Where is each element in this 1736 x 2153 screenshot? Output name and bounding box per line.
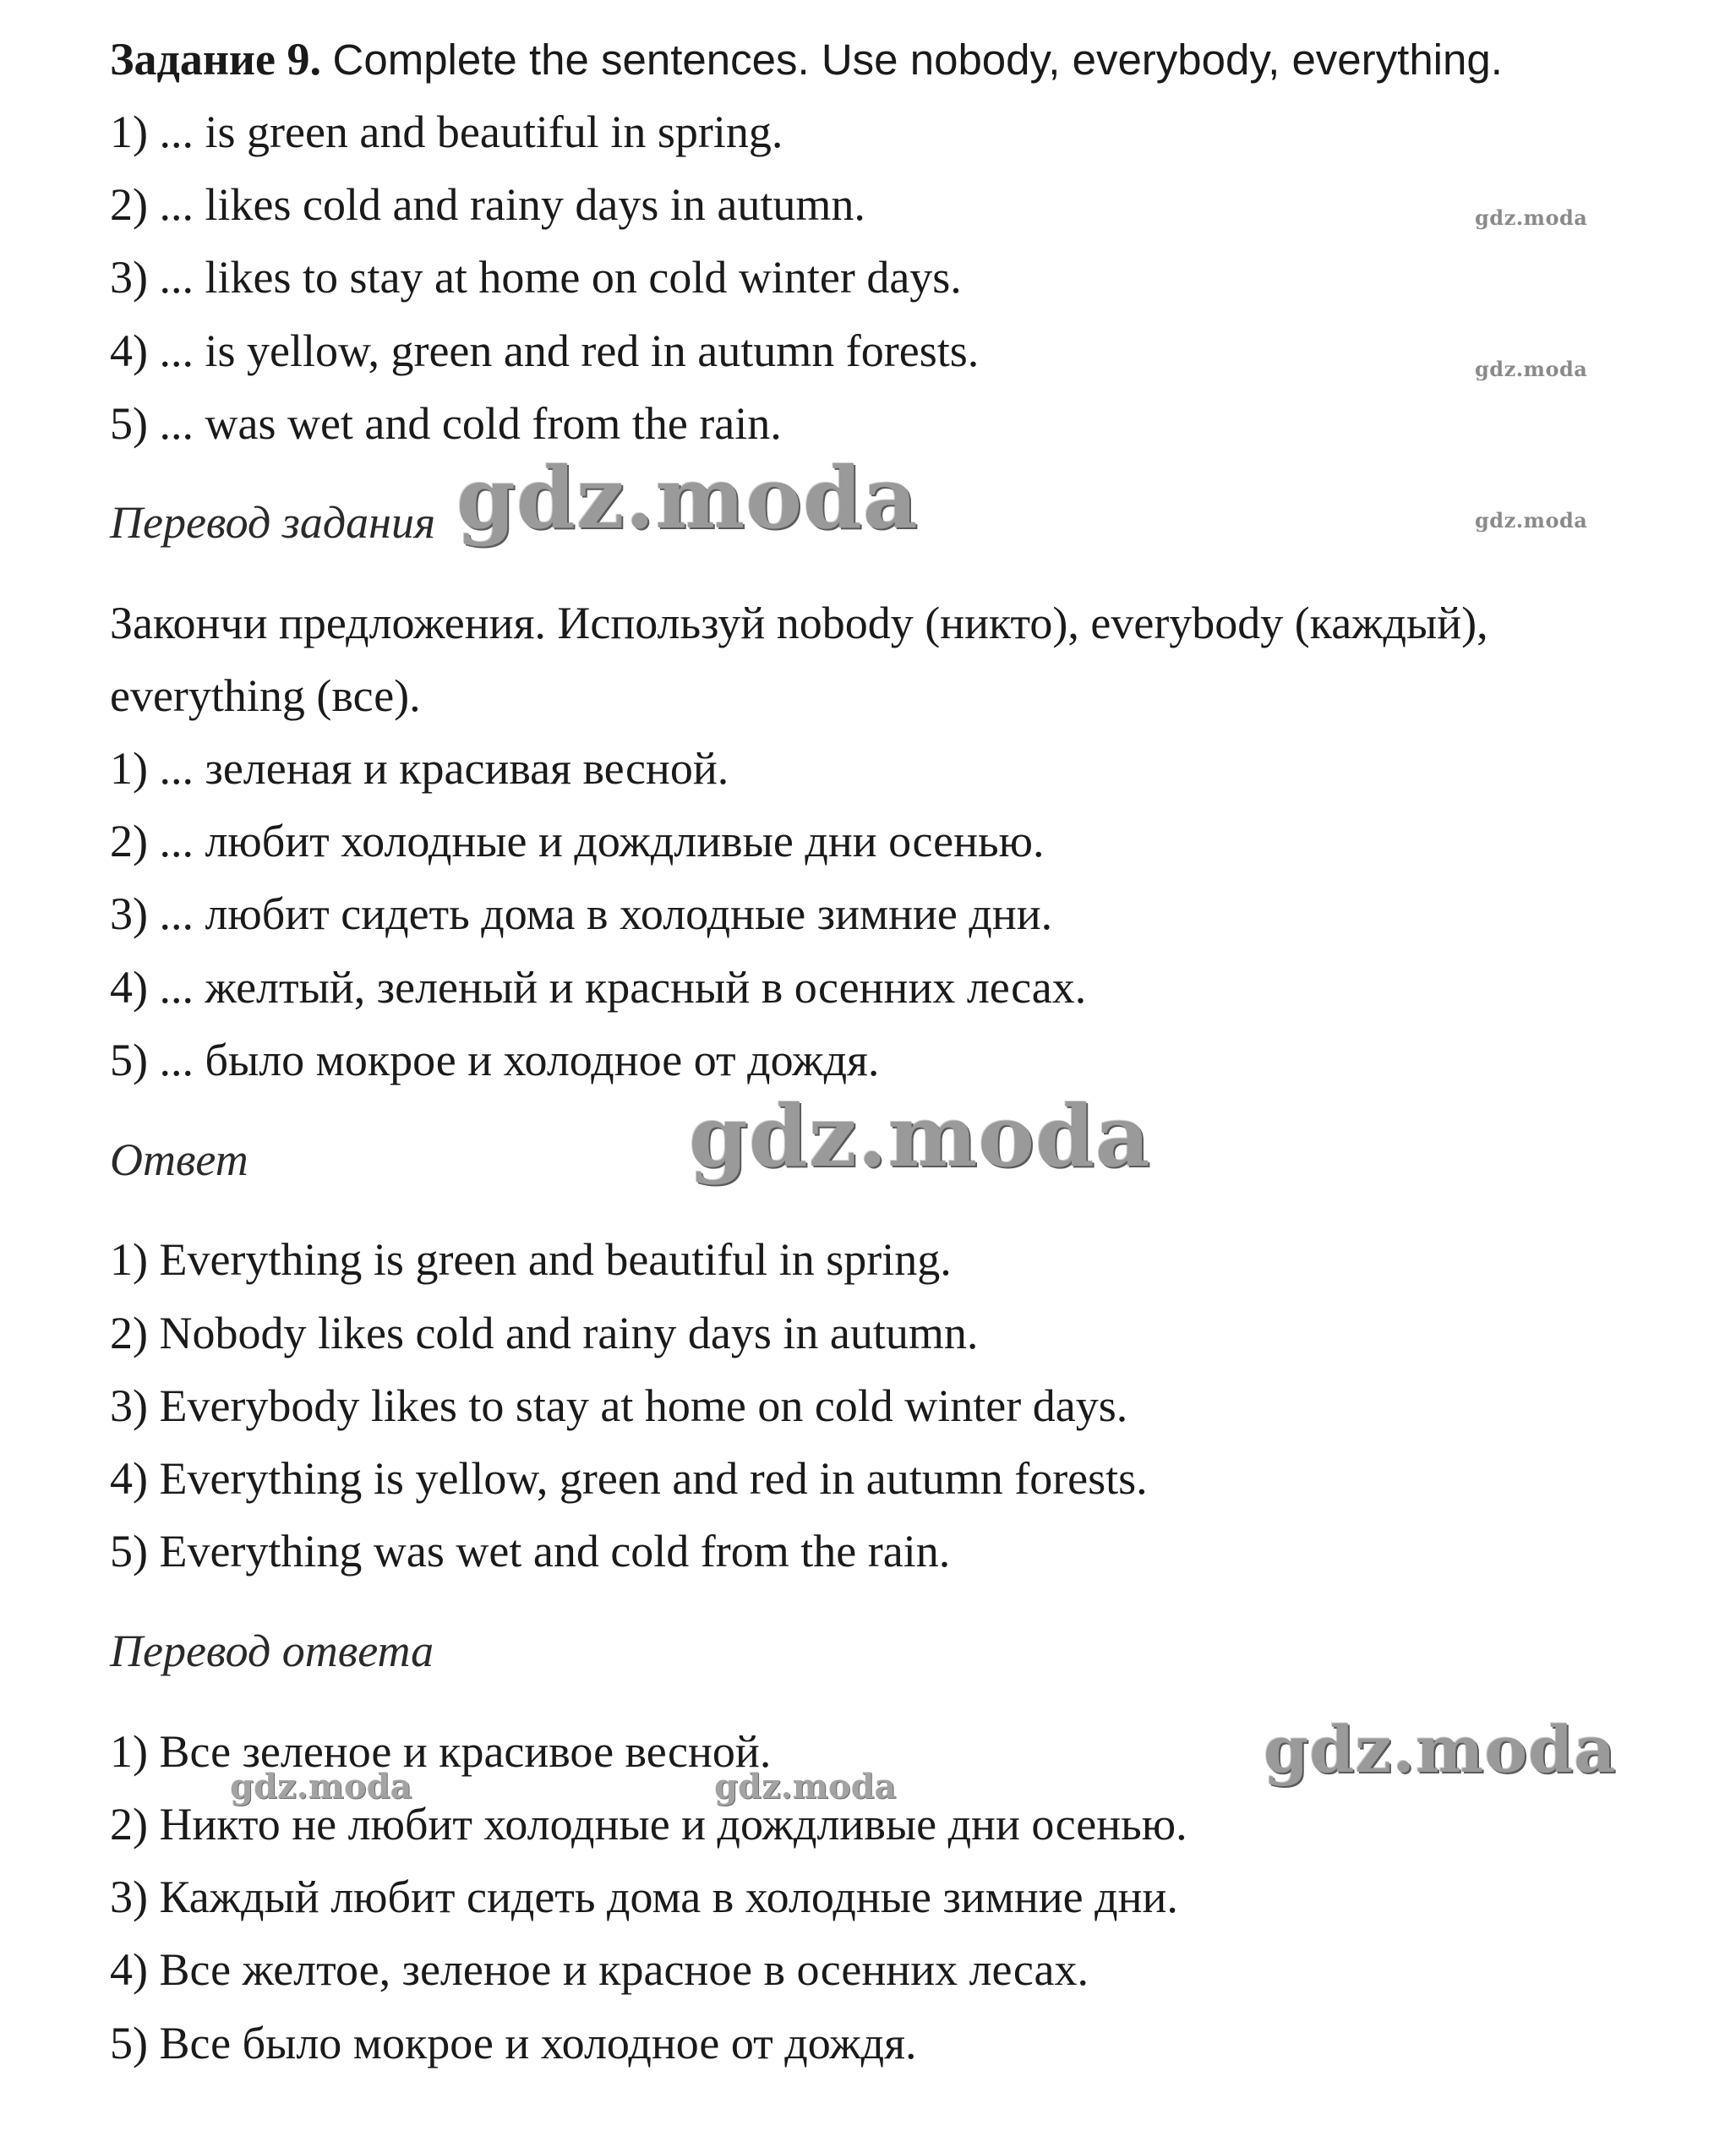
- watermark: gdz.moda: [689, 1086, 1151, 1186]
- answer-translation-item: 2) Никто не любит холодные и дождливые дни осенью.: [110, 1799, 1187, 1850]
- task-translation-instruction: everything (все).: [110, 670, 421, 721]
- task-translation-heading: Перевод задания: [110, 497, 436, 548]
- task-header: [110, 32, 1503, 87]
- answer-translation-item: 1) Все зеленое и красивое весной.: [110, 1726, 772, 1777]
- watermark: gdz.moda: [1475, 205, 1588, 230]
- task-translation-item: 3) ... любит сидеть дома в холодные зимние дни.: [110, 888, 1053, 939]
- answer-item: 3) Everybody likes to stay at home on cold winter days.: [110, 1380, 1128, 1431]
- task-item: 4) ... is yellow, green and red in autumn forests.: [110, 325, 980, 376]
- task-item: 2) ... likes cold and rainy days in autumn.: [110, 179, 865, 230]
- answer-item: 1) Everything is green and beautiful in spring.: [110, 1234, 952, 1285]
- task-translation-item: 4) ... желтый, зеленый и красный в осенних лесах.: [110, 962, 1087, 1013]
- task-number: Задание 9.: [110, 34, 322, 85]
- watermark: gdz.moda: [1264, 1712, 1617, 1787]
- task-translation-instruction: Закончи предложения. Используй nobody (никто), everybody (каждый),: [110, 598, 1488, 648]
- task-item: 5) ... was wet and cold from the rain.: [110, 398, 782, 449]
- answer-item: 2) Nobody likes cold and rainy days in autumn.: [110, 1308, 979, 1358]
- answer-item: 4) Everything is yellow, green and red in autumn forests.: [110, 1453, 1148, 1504]
- task-translation-item: 2) ... любит холодные и дождливые дни осенью.: [110, 816, 1045, 866]
- watermark: gdz.moda: [1475, 357, 1588, 381]
- task-translation-item: 5) ... было мокрое и холодное от дождя.: [110, 1035, 880, 1085]
- answer-translation-item: 4) Все желтое, зеленое и красное в осенних лесах.: [110, 1944, 1089, 1995]
- answer-translation-item: 5) Все было мокрое и холодное от дождя.: [110, 2018, 917, 2068]
- watermark: gdz.moda: [230, 1767, 412, 1806]
- task-item: 1) ... is green and beautiful in spring.: [110, 107, 783, 157]
- task-item: 3) ... likes to stay at home on cold winter days.: [110, 252, 962, 303]
- watermark: gdz.moda: [1475, 508, 1588, 533]
- answer-heading: Ответ: [110, 1134, 248, 1185]
- answer-item: 5) Everything was wet and cold from the rain.: [110, 1526, 951, 1576]
- watermark: gdz.moda: [456, 448, 919, 548]
- answer-translation-item: 3) Каждый любит сидеть дома в холодные зимние дни.: [110, 1872, 1178, 1922]
- task-translation-item: 1) ... зеленая и красивая весной.: [110, 743, 729, 794]
- answer-translation-heading: Перевод ответа: [110, 1626, 434, 1676]
- watermark: gdz.moda: [714, 1767, 897, 1806]
- task-instruction: Complete the sentences. Use nobody, everybody, everything.: [332, 36, 1503, 84]
